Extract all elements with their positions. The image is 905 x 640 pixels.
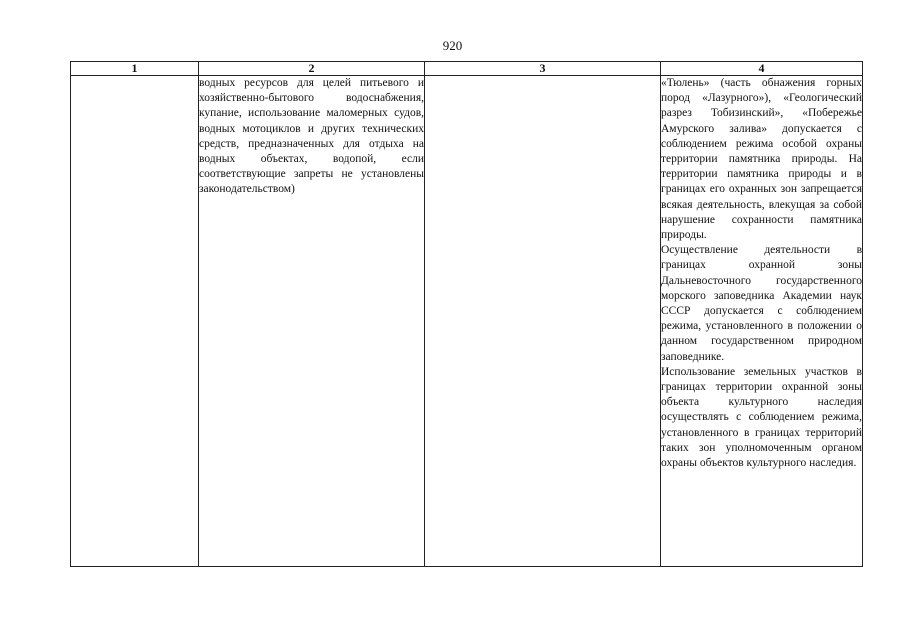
col4-paragraph-2: Осуществление деятельности в границах охранной зоны Дальневосточного государственного морского заповедника Академии наук СССР допускается с соблюдением режима, установленного в положении о данном государственном природном заповеднике. bbox=[661, 244, 862, 363]
column-header-1: 1 bbox=[71, 62, 199, 76]
table-cell-col1 bbox=[71, 76, 199, 567]
document-table bbox=[70, 61, 863, 567]
column-header-2: 2 bbox=[199, 62, 425, 76]
table-row bbox=[71, 76, 863, 567]
table-cell-col2: водных ресурсов для целей питьевого и хозяйственно-бытового водоснабжения, купание, использование маломерных судов, водных мотоциклов и других технических средств, предназначенных для отдыха на водных объектах, водопой, если соответствующие запреты не установлены законодательством) bbox=[199, 76, 425, 567]
table-cell-col3 bbox=[425, 76, 661, 567]
col4-paragraph-1: «Тюлень» (часть обнажения горных пород «Лазурного»), «Геологический разрез Тобизинский», «Побережье Амурского залива» допускается с соблюдением режима особой охраны территории памятника природы. На территории памятника природы и в границах его охранных зон запрещается всякая деятельность, влекущая за собой нарушение сохранности памятника природы. bbox=[661, 77, 862, 242]
col4-paragraph-3: Использование земельных участков в границах территории охранной зоны объекта культурного наследия осуществлять с соблюдением режима, установленного в границах территорий таких зон уполномоченным органом охраны объектов культурного наследия. bbox=[661, 365, 862, 470]
column-header-3: 3 bbox=[425, 62, 661, 76]
column-header-4: 4 bbox=[661, 62, 863, 76]
table-cell-col4 bbox=[661, 76, 863, 567]
table-header-row bbox=[71, 62, 863, 76]
page-number: 920 bbox=[442, 38, 463, 53]
